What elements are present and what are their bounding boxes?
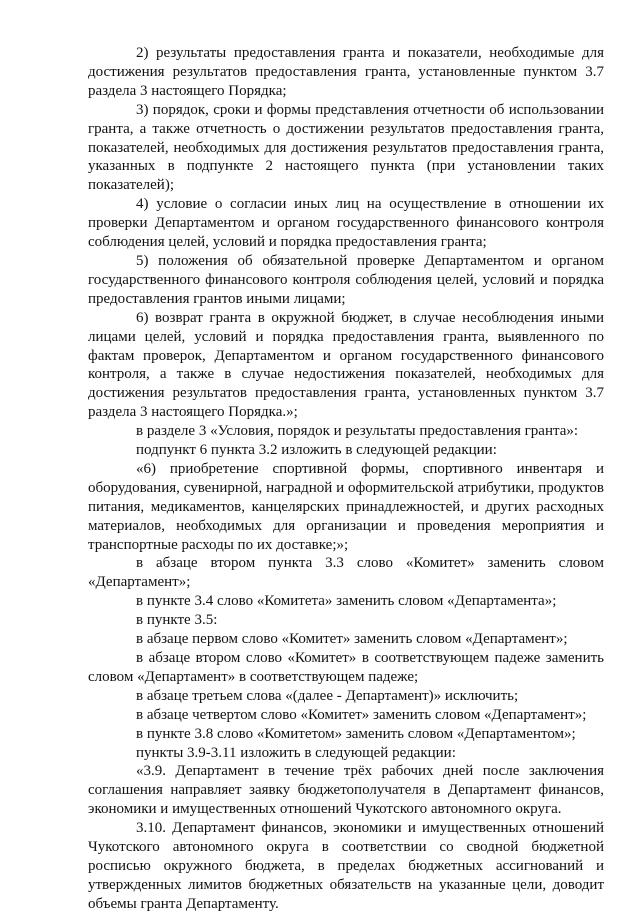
paragraph-point-3-4: в пункте 3.4 слово «Комитета» заменить словом «Департамента»; <box>136 593 557 610</box>
paragraph-point-3-3: в абзаце втором пункта 3.3 слово «Комитет» заменить словом «Департамент»; <box>88 555 604 591</box>
paragraph-subpoint-6-intro: подпункт 6 пункта 3.2 изложить в следующей редакции: <box>136 442 497 459</box>
document-body <box>88 44 604 914</box>
paragraph-section-3-heading: в разделе 3 «Условия, порядок и результаты предоставления гранта»: <box>136 423 579 440</box>
paragraph-item-5: 5) положения об обязательной проверке Департаментом и органом государственного финансового контроля соблюдения целей, условий и порядка предоставления грантов иными лицами; <box>88 252 604 307</box>
paragraph-point-3-10: 3.10. Департамент финансов, экономики и имущественных отношений Чукотского автономного округа в соответствии со сводной бюджетной росписью окружного бюджета, в пределах бюджетных ассигнований и утвержденных лимитов бюджетных обязательств на указанные цели, доводит объемы гранта Департаменту. <box>88 820 604 912</box>
paragraph-point-3-5-first: в абзаце первом слово «Комитет» заменить словом «Департамент»; <box>136 631 568 648</box>
paragraph-subpoint-6-text: «6) приобретение спортивной формы, спортивного инвентаря и оборудования, сувенирной, наградной и оформительской атрибутики, продуктов питания, медикаментов, канцелярских принадлежностей, и других расходных материалов, необходимых для организации и проведения мероприятия и транспортные расходы по их доставке;»; <box>88 460 604 553</box>
paragraph-item-4: 4) условие о согласии иных лиц на осуществление в отношении их проверки Департаментом и органом государственного финансового контроля соблюдения целей, условий и порядка предоставления гранта; <box>88 196 604 251</box>
paragraph-item-2: 2) результаты предоставления гранта и показатели, необходимые для достижения результатов предоставления гранта, установленные пунктом 3.7 раздела 3 настоящего Порядка; <box>88 45 604 99</box>
paragraph-point-3-5-second: в абзаце втором слово «Комитет» в соответствующем падеже заменить словом «Департамент» в соответствующем падеже; <box>88 650 604 685</box>
paragraph-point-3-5: в пункте 3.5: <box>136 612 218 629</box>
paragraph-point-3-8: в пункте 3.8 слово «Комитетом» заменить словом «Департаментом»; <box>136 725 576 742</box>
paragraph-item-6: 6) возврат гранта в окружной бюджет, в случае несоблюдения иными лицами целей, условий и порядка предоставления гранта, выявленного по фактам проверок, Департаментом и органом государственного финансового контроля, а также в случае недостижения показателей, необходимых для достижения результатов предоставления гранта, установленных пунктом 3.7 раздела 3 настоящего Порядка.»; <box>88 309 604 421</box>
paragraph-point-3-9: «3.9. Департамент в течение трёх рабочих дней после заключения соглашения направляет заявку бюджетополучателя в Департамент финансов, экономики и имущественных отношений Чукотского автономного округа. <box>88 763 604 818</box>
paragraph-item-3: 3) порядок, сроки и формы представления отчетности об использовании гранта, а также отчетность о достижении результатов предоставления гранта, показателей, необходимых для достижения результатов предоставления гранта, указанных в подпункте 2 настоящего пункта (при установлении таких показателей); <box>88 101 604 194</box>
paragraph-points-3-9-3-11-intro: пункты 3.9-3.11 изложить в следующей редакции: <box>136 744 456 761</box>
paragraph-point-3-5-fourth: в абзаце четвертом слово «Комитет» заменить словом «Департамент»; <box>136 706 587 723</box>
paragraph-point-3-5-third: в абзаце третьем слова «(далее - Департамент)» исключить; <box>136 687 519 704</box>
